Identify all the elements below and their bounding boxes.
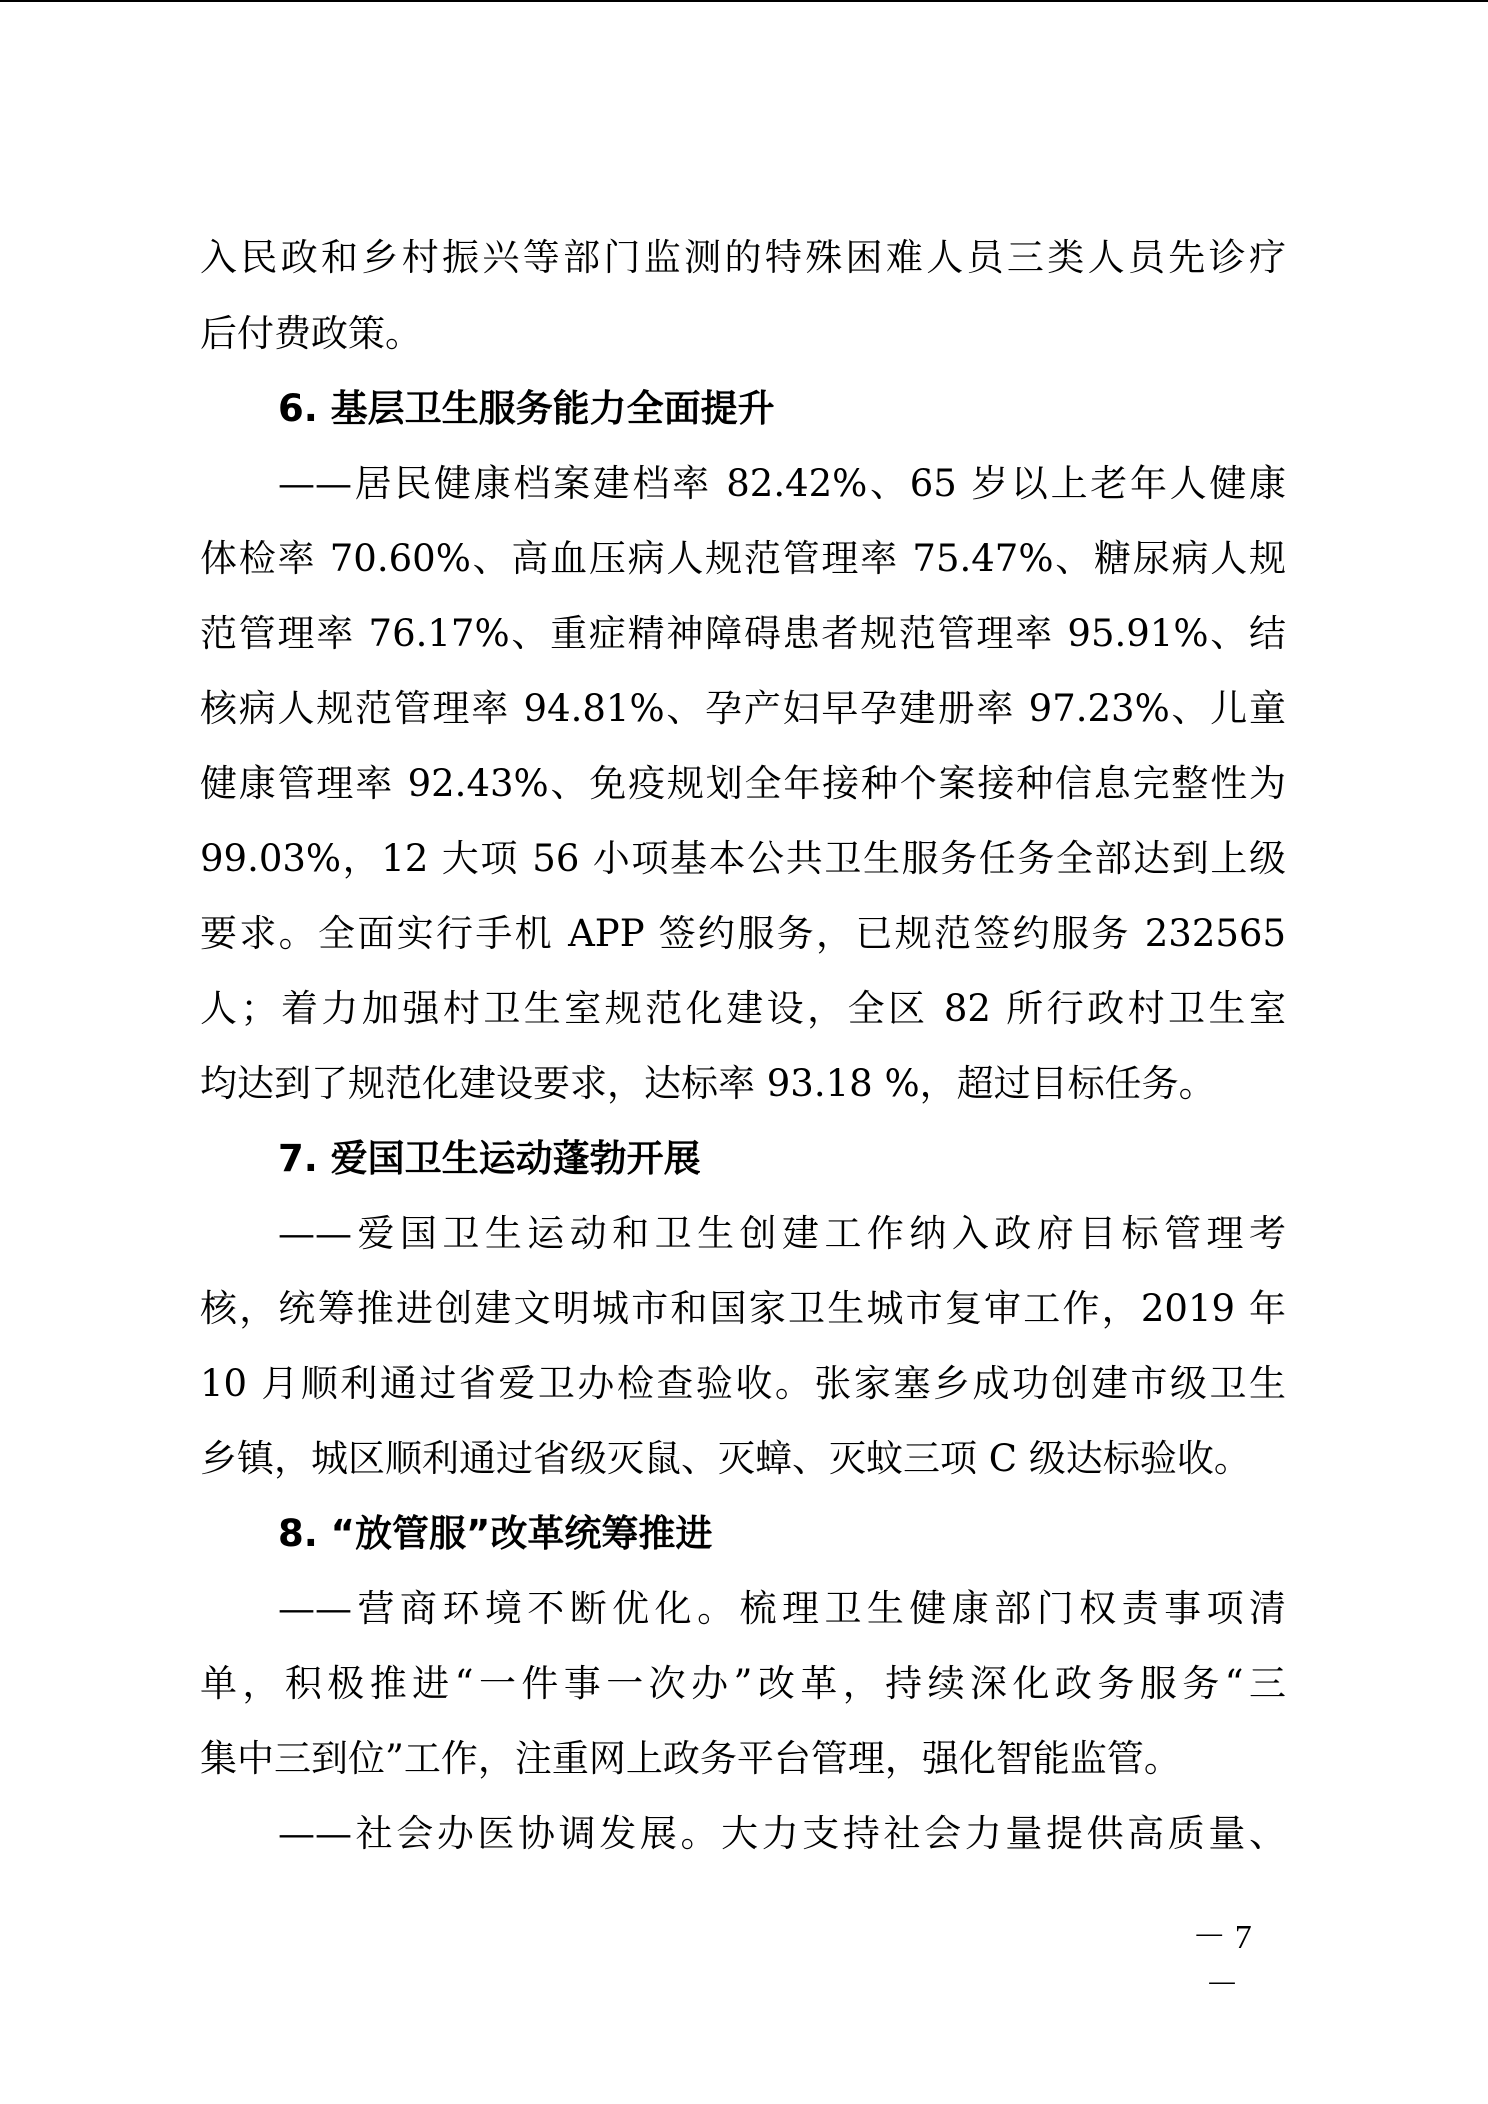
text-line: 集中三到位”工作，注重网上政务平台管理，强化智能监管。 — [200, 1737, 1181, 1780]
page-number: － 7 － — [1192, 1919, 1252, 2004]
text-line: 体检率 70.60%、高血压病人规范管理率 75.47%、糖尿病人规 — [200, 537, 1286, 580]
text-line: 核病人规范管理率 94.81%、孕产妇早孕建册率 97.23%、儿童 — [200, 687, 1286, 730]
text-line: 范管理率 76.17%、重症精神障碍患者规范管理率 95.91%、结 — [200, 612, 1286, 655]
text-line: ——居民健康档案建档率 82.42%、65 岁以上老年人健康 — [278, 462, 1286, 505]
text-line: 人；着力加强村卫生室规范化建设，全区 82 所行政村卫生室 — [200, 987, 1286, 1030]
section-heading: 8. “放管服”改革统筹推进 — [278, 1512, 713, 1555]
text-line: 乡镇，城区顺利通过省级灭鼠、灭蟑、灭蚊三项 C 级达标验收。 — [200, 1437, 1251, 1480]
text-line: ——社会办医协调发展。大力支持社会力量提供高质量、 — [278, 1812, 1286, 1855]
text-line: 均达到了规范化建设要求，达标率 93.18 %，超过目标任务。 — [200, 1062, 1216, 1105]
text-line: ——营商环境不断优化。梳理卫生健康部门权责事项清 — [278, 1587, 1286, 1630]
top-border — [0, 0, 1488, 2]
text-line: 10 月顺利通过省爱卫办检查验收。张家塞乡成功创建市级卫生 — [200, 1362, 1286, 1405]
text-line: 后付费政策。 — [200, 312, 422, 355]
section-heading: 6. 基层卫生服务能力全面提升 — [278, 387, 775, 430]
section-heading: 7. 爱国卫生运动蓬勃开展 — [278, 1137, 701, 1180]
text-line: 核，统筹推进创建文明城市和国家卫生城市复审工作，2019 年 — [200, 1287, 1286, 1330]
text-line: ——爱国卫生运动和卫生创建工作纳入政府目标管理考 — [278, 1212, 1286, 1255]
text-line: 健康管理率 92.43%、免疫规划全年接种个案接种信息完整性为 — [200, 762, 1286, 805]
text-line: 99.03%，12 大项 56 小项基本公共卫生服务任务全部达到上级 — [200, 837, 1286, 880]
text-line: 要求。全面实行手机 APP 签约服务，已规范签约服务 232565 — [200, 912, 1286, 955]
text-line: 入民政和乡村振兴等部门监测的特殊困难人员三类人员先诊疗 — [200, 236, 1286, 279]
text-line: 单，积极推进“一件事一次办”改革，持续深化政务服务“三 — [200, 1662, 1286, 1705]
